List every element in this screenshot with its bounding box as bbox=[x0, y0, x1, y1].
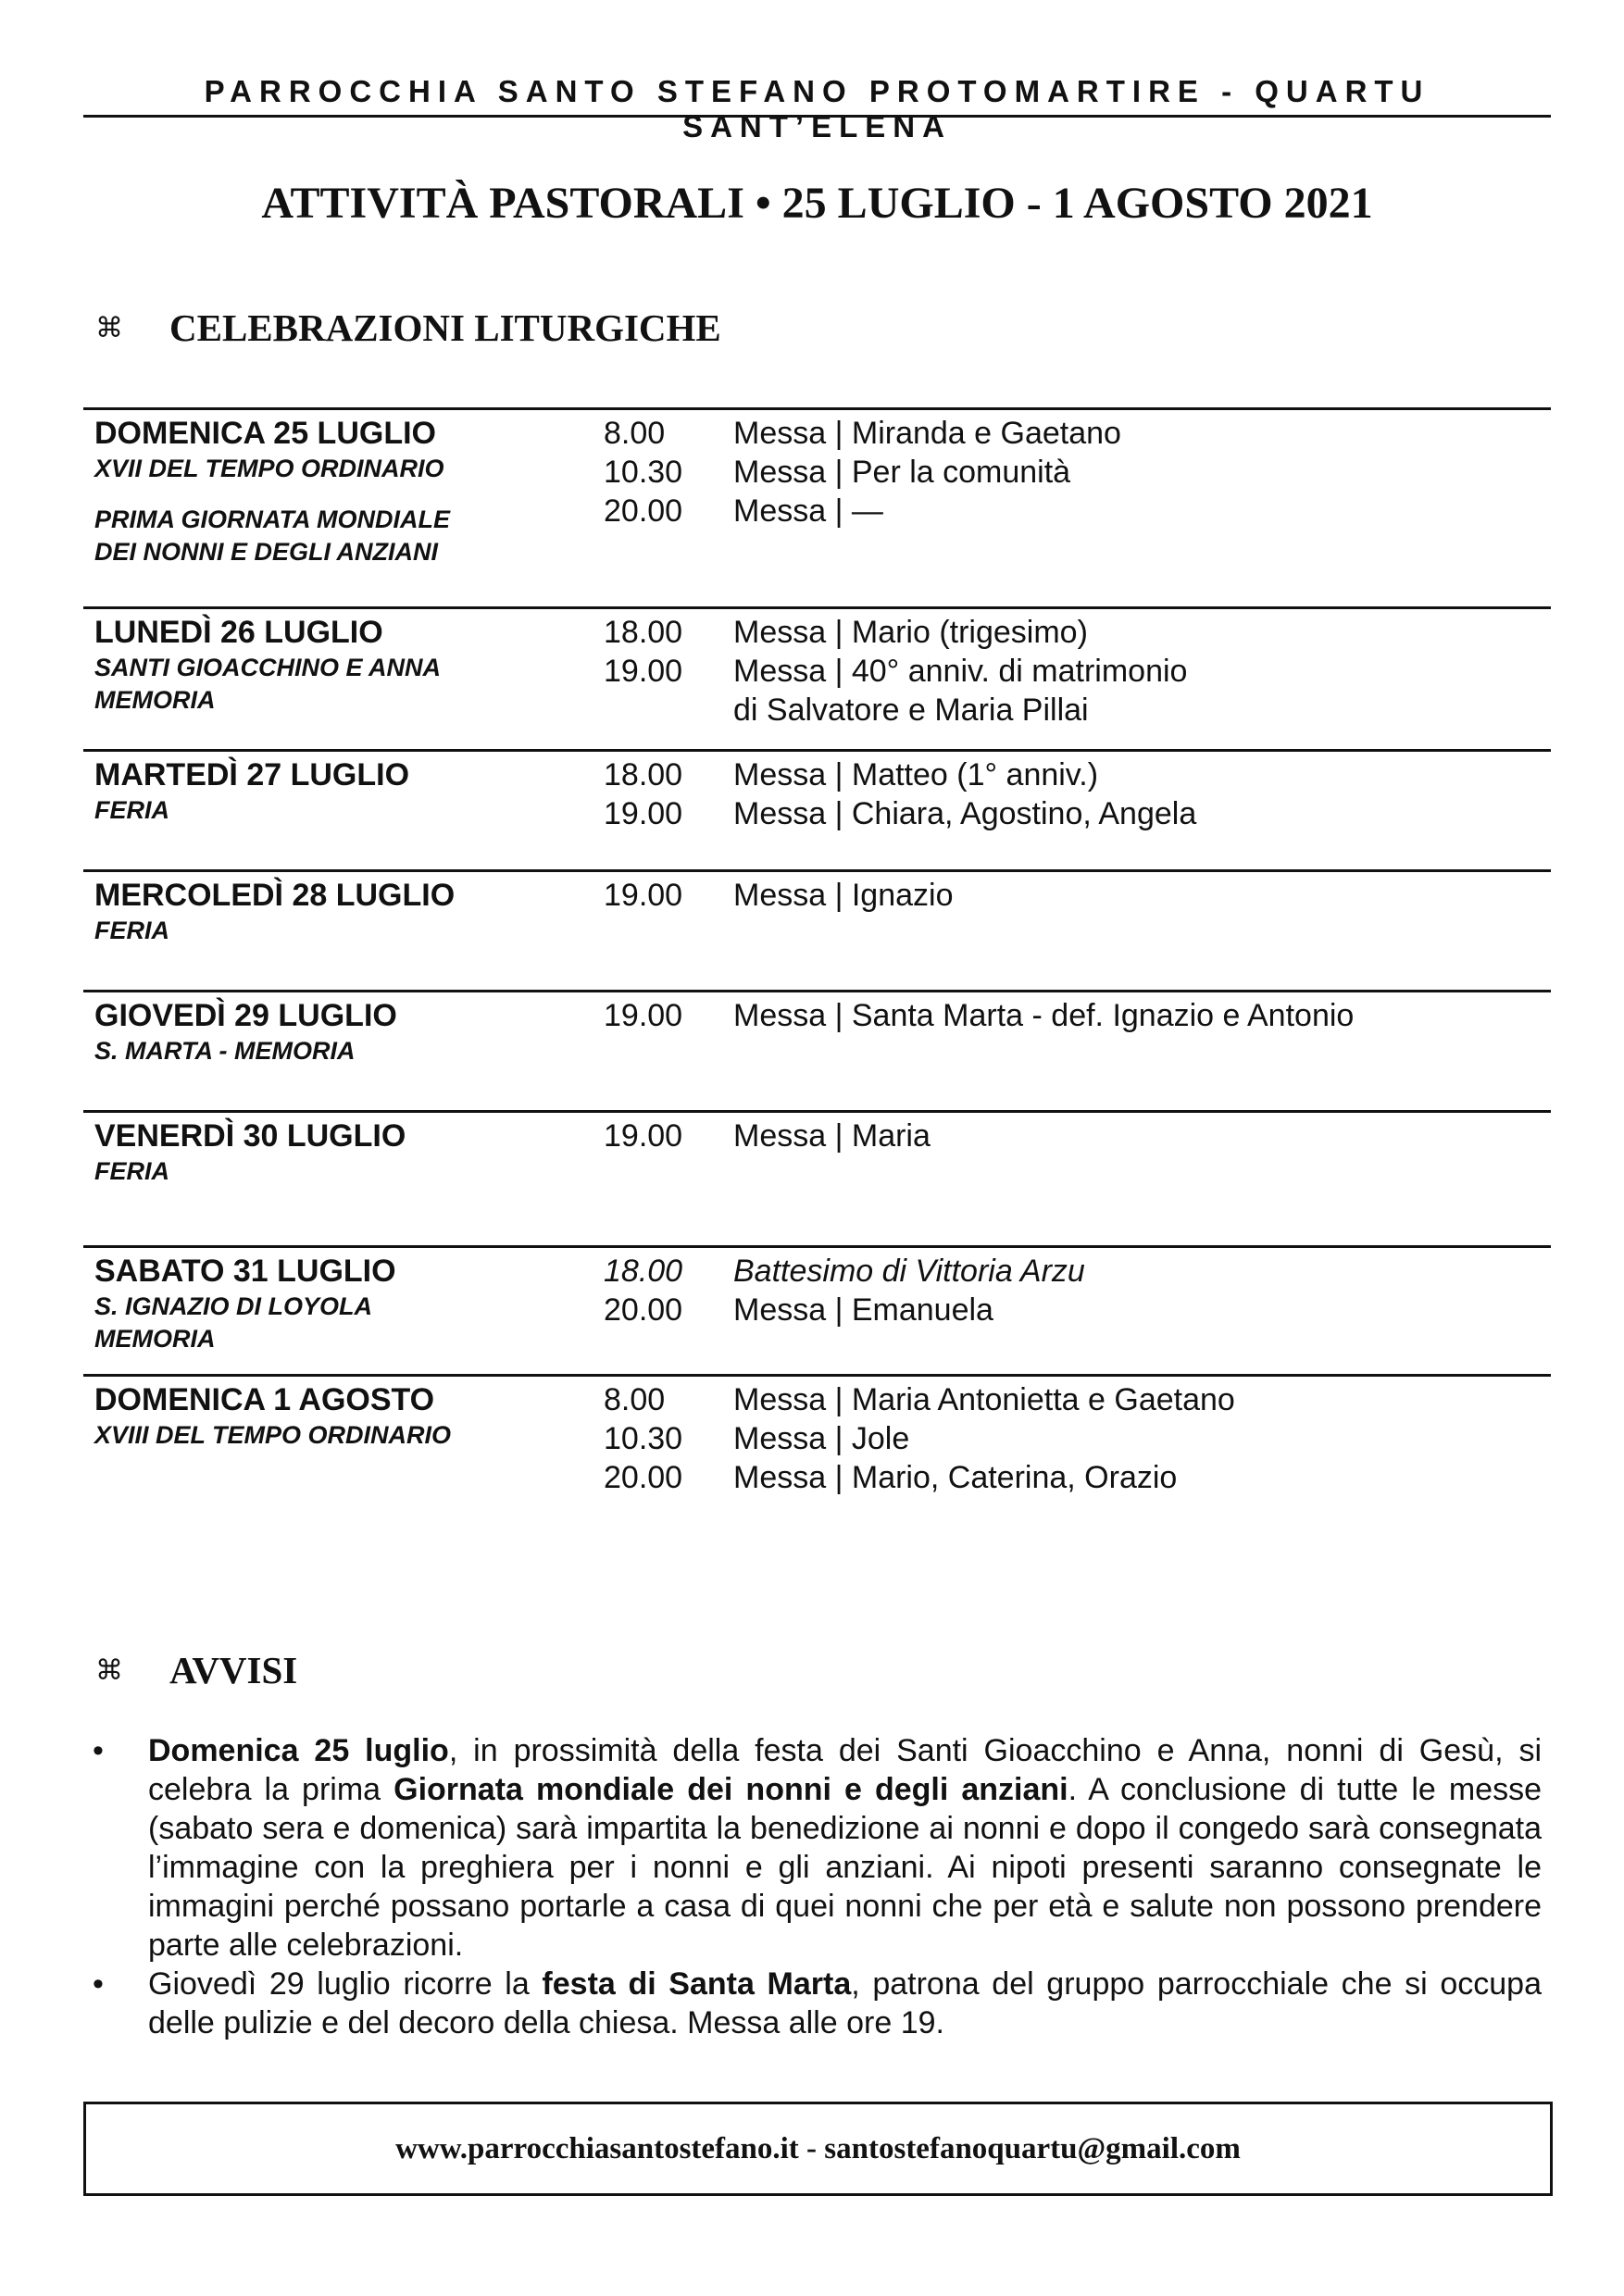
day-name: DOMENICA 1 AGOSTO bbox=[94, 1382, 435, 1417]
event-time: 20.00 bbox=[604, 493, 683, 529]
notice-text: . A conclusione di tutte le messe (sabato sera e domenica) sarà impartita la benedizione ai nonni e dopo il congedo sarà consegnata l’immagine con la preghiera per i nonni e gli anziani. Ai nipoti presenti saranno consegnate le immagini perché possano portarle a casa di quei nonni che per età e salute non possono prendere parte alle celebrazioni. bbox=[148, 1772, 1542, 1963]
event-text: Messa | Emanuela bbox=[733, 1292, 993, 1328]
header-divider bbox=[83, 115, 1551, 118]
schedule-row-dom1 bbox=[83, 1374, 1551, 1506]
section-celebrations-heading bbox=[95, 306, 721, 350]
day-cell bbox=[94, 414, 594, 568]
notices-list bbox=[93, 1731, 1542, 2042]
event-line bbox=[604, 755, 1539, 794]
day-note: FERIA bbox=[94, 1157, 169, 1185]
event-line bbox=[604, 876, 1539, 915]
page-title: ATTIVITÀ PASTORALI • 25 LUGLIO - 1 AGOSTO 2021 bbox=[261, 179, 1373, 228]
day-name: DOMENICA 25 LUGLIO bbox=[94, 416, 436, 451]
notice-text: , patrona del gruppo parrocchiale che si occupa delle pulizie e del decoro della chiesa. Messa alle ore 19. bbox=[148, 1966, 1542, 2040]
section-notices-title: AVVISI bbox=[169, 1649, 298, 1691]
event-text: Messa | Maria bbox=[733, 1118, 931, 1154]
event-line bbox=[604, 1419, 1539, 1458]
day-cell bbox=[94, 1117, 594, 1188]
event-text: Messa | Chiara, Agostino, Angela bbox=[733, 796, 1197, 831]
event-text: Messa | — bbox=[733, 493, 883, 529]
day-name: SABATO 31 LUGLIO bbox=[94, 1254, 396, 1289]
event-line bbox=[604, 453, 1539, 492]
bullet-icon: • bbox=[93, 1966, 104, 2002]
day-cell bbox=[94, 1252, 594, 1355]
event-time: 18.00 bbox=[604, 1254, 683, 1289]
events-cell bbox=[604, 1380, 1539, 1497]
fleuron-icon: ⌘ bbox=[95, 311, 123, 344]
schedule-row-mar27 bbox=[83, 749, 1551, 869]
event-text: di Salvatore e Maria Pillai bbox=[733, 693, 1089, 728]
day-note: SANTI GIOACCHINO E ANNA bbox=[94, 654, 442, 681]
notice-bold: festa di Santa Marta bbox=[542, 1966, 852, 2002]
day-note: FERIA bbox=[94, 796, 169, 824]
event-line bbox=[604, 613, 1539, 652]
day-note: S. MARTA - MEMORIA bbox=[94, 1037, 356, 1065]
notice-text: Giovedì 29 luglio ricorre la bbox=[148, 1966, 543, 2002]
day-name: MERCOLEDÌ 28 LUGLIO bbox=[94, 878, 456, 913]
event-line bbox=[604, 1252, 1539, 1291]
notice-bold: Domenica 25 luglio bbox=[148, 1733, 449, 1768]
schedule-row-sab31 bbox=[83, 1245, 1551, 1374]
event-line bbox=[604, 652, 1539, 691]
event-time: 8.00 bbox=[604, 1382, 666, 1417]
event-time bbox=[604, 691, 733, 730]
parish-header: PARROCCHIA SANTO STEFANO PROTOMARTIRE - QUARTU SANT’ELENA bbox=[204, 74, 1430, 144]
event-text: Messa | Per la comunità bbox=[733, 455, 1071, 490]
event-line bbox=[604, 794, 1539, 833]
notice-bold: Giornata mondiale dei nonni e degli anziani bbox=[394, 1772, 1068, 1807]
section-celebrations-title: CELEBRAZIONI LITURGICHE bbox=[169, 306, 721, 349]
day-cell bbox=[94, 876, 594, 947]
events-cell bbox=[604, 613, 1539, 730]
event-line bbox=[604, 1458, 1539, 1497]
day-cell bbox=[94, 1380, 594, 1452]
event-text: Messa | Miranda e Gaetano bbox=[733, 416, 1121, 451]
schedule-row-dom25 bbox=[83, 407, 1551, 606]
day-name: LUNEDÌ 26 LUGLIO bbox=[94, 615, 383, 650]
schedule-row-mer28 bbox=[83, 869, 1551, 990]
events-cell bbox=[604, 996, 1539, 1035]
schedule-row-ven30 bbox=[83, 1110, 1551, 1245]
day-name: GIOVEDÌ 29 LUGLIO bbox=[94, 998, 397, 1033]
events-cell bbox=[604, 1252, 1539, 1329]
day-note: DEI NONNI E DEGLI ANZIANI bbox=[94, 538, 439, 566]
event-text: Messa | Santa Marta - def. Ignazio e Antonio bbox=[733, 998, 1355, 1033]
event-text: Messa | Mario (trigesimo) bbox=[733, 615, 1088, 650]
event-text: Messa | Jole bbox=[733, 1421, 910, 1456]
footer-contact[interactable]: www.parrocchiasantostefano.it - santostefanoquartu@gmail.com bbox=[395, 2131, 1241, 2165]
event-line bbox=[604, 691, 1539, 730]
event-time: 8.00 bbox=[604, 416, 666, 451]
day-cell bbox=[94, 996, 594, 1067]
day-cell bbox=[94, 613, 594, 717]
day-note: XVIII DEL TEMPO ORDINARIO bbox=[94, 1421, 452, 1449]
event-line bbox=[604, 1291, 1539, 1329]
notice-item bbox=[93, 1731, 1542, 1965]
events-cell bbox=[604, 414, 1539, 530]
event-time: 18.00 bbox=[604, 615, 683, 650]
event-line bbox=[604, 414, 1539, 453]
event-text: Messa | 40° anniv. di matrimonio bbox=[733, 654, 1188, 689]
event-time: 18.00 bbox=[604, 757, 683, 792]
day-note: XVII DEL TEMPO ORDINARIO bbox=[94, 455, 444, 482]
day-note: MEMORIA bbox=[94, 1325, 216, 1353]
notice-text: , in prossimità della festa dei Santi Gioacchino e Anna, nonni di Gesù, si celebra la prima bbox=[148, 1733, 1542, 1807]
schedule-table bbox=[83, 407, 1551, 1506]
event-time: 20.00 bbox=[604, 1292, 683, 1328]
schedule-row-lun26 bbox=[83, 606, 1551, 749]
bullet-icon: • bbox=[93, 1733, 104, 1768]
event-text: Messa | Mario, Caterina, Orazio bbox=[733, 1460, 1178, 1495]
events-cell bbox=[604, 876, 1539, 915]
event-text: Messa | Ignazio bbox=[733, 878, 954, 913]
event-time: 19.00 bbox=[604, 654, 683, 689]
fleuron-icon: ⌘ bbox=[95, 1653, 123, 1687]
day-cell bbox=[94, 755, 594, 827]
event-text: Messa | Matteo (1° anniv.) bbox=[733, 757, 1099, 792]
event-time: 20.00 bbox=[604, 1460, 683, 1495]
event-line bbox=[604, 1380, 1539, 1419]
events-cell bbox=[604, 1117, 1539, 1155]
event-time: 10.30 bbox=[604, 455, 683, 490]
event-time: 19.00 bbox=[604, 878, 683, 913]
event-line bbox=[604, 1117, 1539, 1155]
day-note: S. IGNAZIO DI LOYOLA bbox=[94, 1292, 373, 1320]
footer-contact-box bbox=[83, 2102, 1553, 2196]
event-text: Messa | Maria Antonietta e Gaetano bbox=[733, 1382, 1235, 1417]
schedule-row-gio29 bbox=[83, 990, 1551, 1110]
day-note: MEMORIA bbox=[94, 686, 216, 714]
event-time: 19.00 bbox=[604, 1118, 683, 1154]
day-note: FERIA bbox=[94, 917, 169, 944]
day-name: MARTEDÌ 27 LUGLIO bbox=[94, 757, 410, 792]
event-time: 10.30 bbox=[604, 1421, 683, 1456]
event-text: Battesimo di Vittoria Arzu bbox=[733, 1254, 1085, 1289]
events-cell bbox=[604, 755, 1539, 833]
day-name: VENERDÌ 30 LUGLIO bbox=[94, 1118, 406, 1154]
day-note: PRIMA GIORNATA MONDIALE bbox=[94, 505, 450, 533]
event-line bbox=[604, 996, 1539, 1035]
event-time: 19.00 bbox=[604, 998, 683, 1033]
notice-item bbox=[93, 1965, 1542, 2042]
event-line bbox=[604, 492, 1539, 530]
event-time: 19.00 bbox=[604, 796, 683, 831]
section-notices-heading bbox=[95, 1648, 297, 1692]
